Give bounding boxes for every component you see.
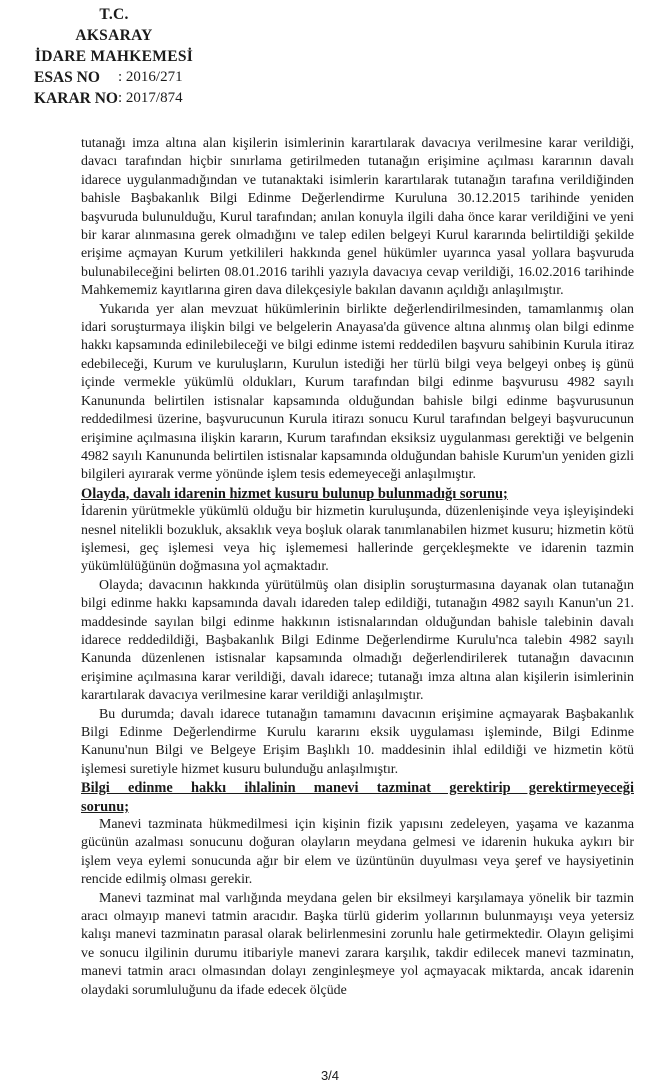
paragraph-6: Manevi tazminata hükmedilmesi için kişinin fizik yapısını zedeleyen, yaşama ve kazanma gücünün azalması sonucunu doğuran olayların meydana gelmesi ve idarenin hukuka aykırı bir işlem veya eylemi sonucunda ağır bir elem ve üzüntünün duyulması veya şeref ve haysiyetinin rencide edilmiş olması gerekir. xyxy=(81,817,634,888)
paragraph-1: tutanağı imza altına alan kişilerin isimlerinin karartılarak davacıya verilmesine karar verildiği, davacı tarafından hiçbir sınırlama getirilmeden tutanağın erişimine açılması kararının davalı idarece uygulanmadığından ve tutanaktaki isimlerin karartılarak tutanağın tarafına verildiğinden bahisle Başbakanlık Bilgi Edinme Değerlendirme Kuruluna 30.12.2015 tarihinde yeniden başvuruda bulunulduğu, Kurul tarafından; anılan konuyla ilgili daha önce karar verildiğini ve yeni bir karar alınmasına gerek olmadığını ve talep edilen belgeyi Kurul kararında belirtildiği şekilde erişime açmayan Kurum yetkilileri hakkında genel hükümler uyarınca yasal yollara başvuruda bulunabileceğini belirten 08.01.2016 tarihli yazıyla davacıya cevap verildiği, 16.02.2016 tarihinde Mahkememiz kayıtlarına giren dava dilekçesiyle bakılan davanın açıldığı anlaşılmıştır. xyxy=(81,136,634,299)
section-heading-service-fault: Olayda, davalı idarenin hizmet kusuru bulunup bulunmadığı sorunu; xyxy=(81,485,508,502)
karar-no-row xyxy=(34,88,194,109)
paragraph-4: Olayda; davacının hakkında yürütülmüş olan disiplin soruşturmasına dayanak olan tutanağın bilgi edinme hakkı kapsamında davalı idareden talep edildiği, tutanağın 4982 sayılı Kanun'un 21. maddesinde sayılan bilgi edinme hakkının istisnalarından olduğundan bahisle talebinin davalı idarece reddedildiği, Başbakanlık Bilgi Edinme Değerlendirme Kurulu'nca talebin 4982 sayılı Kanunda düzenlenen istisnalar kapsamında olmadığı değerlendirilerek tutanağın davacının erişimine açılmasına karar verildiği, davalı idarece; tutanağı imza altına alan kişilerin isimlerinin karartılarak davacıya verilmesine karar verildiği anlaşılmıştır. xyxy=(81,577,634,704)
header-tc: T.C. xyxy=(99,6,129,23)
court-header xyxy=(34,4,194,109)
esas-no-value: : 2016/271 xyxy=(118,69,183,85)
karar-no-label: KARAR NO xyxy=(34,90,118,107)
paragraph-2: Yukarıda yer alan mevzuat hükümlerinin birlikte değerlendirilmesinden, tamamlanmış olan idari soruşturmaya ilişkin bilgi ve belgelerin Anayasa'da güvence altına alınmış olan bilgi edinme hakkı kapsamında edinilebileceği ve bilgi edinme istemi reddedilen başvuru sahibinin Kurula itiraz edebileceği, Kurum ve kuruluşların, Kurulun istediği her türlü bilgi veya belgeyi onbeş iş günü içinde vermekle yükümlü oldukları, Kurum tarafından bilgi edinme başvurusu 4982 sayılı Kanununda belirtilen istisnalar kapsamında olduğundan bahisle bilgi edinme başvurusunun reddedilmesi üzerine, başvurucunun Kurula itirazı sonucu Kurul tarafından belgeyi başvurucunun erişimine açılmasına ilişkin kararın, Kurum tarafından eksiksiz uygulanması gerektiği ve belgenin 4982 sayılı Kanununda belirtilen istisnalar kapsamında olduğundan bahisle Kurum'un yeniden gizli bilgileri ayırarak verme yönünde işlem tesis edemeyeceği anlaşılmıştır. xyxy=(81,301,634,483)
section-heading-moral-damages: Bilgi edinme hakkı ihlalinin manevi tazminat gerektirip gerektirmeyeceği sorunu; xyxy=(81,780,634,815)
karar-no-value: : 2017/874 xyxy=(118,90,183,106)
esas-no-label: ESAS NO xyxy=(34,69,100,86)
paragraph-7: Manevi tazminat mal varlığında meydana gelen bir eksilmeyi karşılamaya yönelik bir tazmin aracı olmayıp manevi tatmin aracıdır. Başka türlü giderim yollarının bulunmayışı veya yetersiz kalışı manevi tazminatın parasal olarak belirlenmesini zorunlu hale getirmektedir. Olayın gelişimi ve sonucu ilgilinin durumu itibariyle manevi zarara karşılık, takdir edilecek manevi tazminatın, manevi tatmin aracı olmasından dolayı zenginleşmeye yol açmayacak miktarda, ancak idarenin olaydaki sorumluluğunu da ifade edecek ölçüde xyxy=(81,890,634,998)
paragraph-5: Bu durumda; davalı idarece tutanağın tamamını davacının erişimine açmayarak Başbakanlık Bilgi Edinme Değerlendirme Kurulu kararını eksik uygulaması işleminde, Bilgi Edinme Kanunu'nun Bilgi ve Belgeye Erişim Başlıklı 10. maddesinin ihlal edildiği ve hizmetin kötü işlemesi suretiyle hizmet kusuru bulunduğu anlaşılmıştır. xyxy=(81,706,634,777)
document-body xyxy=(81,135,634,1000)
esas-no-row xyxy=(34,67,194,88)
page-number: 3/4 xyxy=(320,1068,340,1083)
header-court-name: İDARE MAHKEMESİ xyxy=(34,48,194,65)
header-city: AKSARAY xyxy=(75,27,153,44)
paragraph-3: İdarenin yürütmekle yükümlü olduğu bir hizmetin kuruluşunda, düzenlenişinde veya işleyişindeki nesnel nitelikli bozukluk, aksaklık veya boşluk olarak tanımlanabilen hizmet kusuru; hizmetin kötü işlemesi, geç işlemesi veya hiç işlememesi hallerinde gerçekleşmekte ve idarenin tazmin yükümlülüğünün doğmasına yol açmaktadır. xyxy=(81,504,634,575)
